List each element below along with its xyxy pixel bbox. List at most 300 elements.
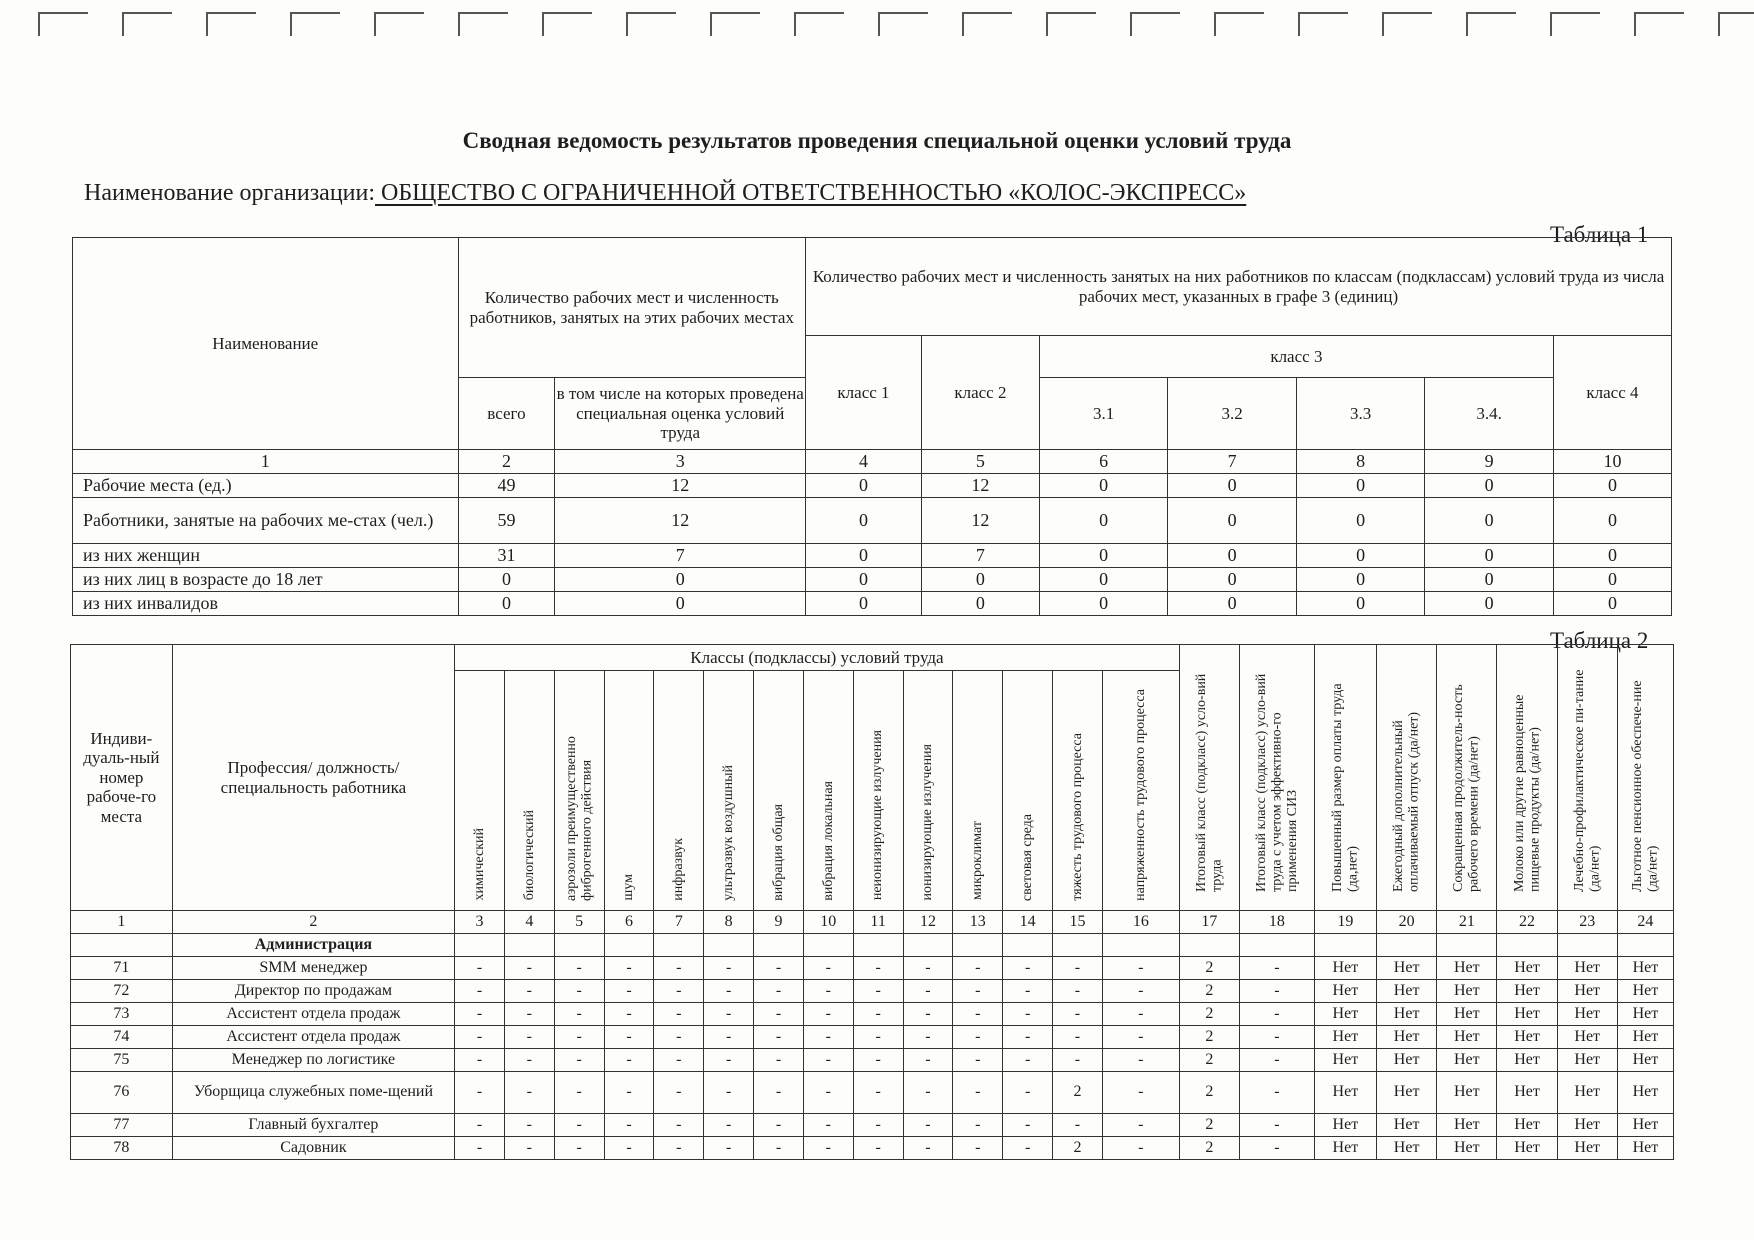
t2-cell: -	[754, 1026, 804, 1049]
t2-cell: Нет	[1437, 1003, 1497, 1026]
t2-header-factor	[853, 671, 903, 911]
t2-profession: SMM менеджер	[172, 957, 454, 980]
binding-mark	[1466, 12, 1516, 36]
t2-section-empty	[754, 934, 804, 957]
t2-header-factor	[1102, 671, 1179, 911]
t2-cell: Нет	[1617, 1049, 1673, 1072]
t2-cell: Нет	[1377, 1003, 1437, 1026]
t2-workplace-id: 73	[71, 1003, 173, 1026]
t2-cell: -	[504, 957, 554, 980]
t2-col-number: 10	[803, 911, 853, 934]
t2-cell: Нет	[1617, 957, 1673, 980]
t1-row	[73, 474, 1672, 498]
t2-cell: -	[853, 1072, 903, 1114]
organization-line	[84, 180, 1246, 207]
binding-mark	[206, 12, 256, 36]
t1-cell: 0	[806, 544, 922, 568]
t2-cell: -	[704, 957, 754, 980]
t2-cell: Нет	[1377, 1026, 1437, 1049]
t2-cell: -	[1053, 980, 1103, 1003]
t2-cell: -	[504, 1072, 554, 1114]
binding-mark	[626, 12, 676, 36]
t1-row-label: из них инвалидов	[73, 592, 459, 616]
t2-cell: -	[1102, 957, 1179, 980]
t2-cell: -	[604, 1137, 654, 1160]
t2-section-empty	[554, 934, 604, 957]
t1-header-class2: класс 2	[921, 336, 1039, 450]
t2-header-extra	[1377, 645, 1437, 911]
t2-cell: Нет	[1617, 1003, 1673, 1026]
t2-cell: Нет	[1617, 980, 1673, 1003]
t2-header-extra	[1240, 645, 1315, 911]
binding-mark	[458, 12, 508, 36]
t2-header-factor-label: шум	[621, 874, 637, 901]
t2-cell: Нет	[1437, 1137, 1497, 1160]
t2-cell: -	[903, 1026, 953, 1049]
t1-header-count-group: Количество рабочих мест и численность работников, занятых на этих рабочих местах	[458, 238, 806, 378]
t2-workplace-id: 72	[71, 980, 173, 1003]
t1-col-number: 9	[1425, 450, 1554, 474]
t1-cell: 0	[1168, 592, 1297, 616]
t1-col-number: 4	[806, 450, 922, 474]
t2-cell: -	[554, 1049, 604, 1072]
t1-cell: 12	[921, 474, 1039, 498]
t1-cell: 0	[1425, 474, 1554, 498]
t2-cell: -	[1240, 1049, 1315, 1072]
t2-cell: -	[504, 1049, 554, 1072]
t2-col-number: 13	[953, 911, 1003, 934]
t2-cell: Нет	[1437, 1026, 1497, 1049]
t2-cell: Нет	[1617, 1114, 1673, 1137]
t2-cell: -	[1102, 1072, 1179, 1114]
t2-header-extra-label: Льготное пенсионное обеспече-ние (да/нет)	[1630, 680, 1661, 893]
t2-cell: -	[704, 980, 754, 1003]
t2-cell: -	[853, 1003, 903, 1026]
t2-header-extra	[1497, 645, 1557, 911]
t2-cell: -	[1240, 1114, 1315, 1137]
t2-cell: -	[1053, 1114, 1103, 1137]
t2-header-factor-label: аэрозоли преимущественно фиброгенного действия	[563, 735, 595, 901]
t2-cell: Нет	[1437, 957, 1497, 980]
t2-cell: -	[554, 1137, 604, 1160]
t2-cell: -	[455, 1114, 505, 1137]
t2-header-factor	[903, 671, 953, 911]
t2-row	[71, 1114, 1674, 1137]
t2-col-number: 8	[704, 911, 754, 934]
t2-cell: Нет	[1497, 1072, 1557, 1114]
t2-row	[71, 1049, 1674, 1072]
t2-row	[71, 957, 1674, 980]
t1-col-number: 3	[555, 450, 806, 474]
t2-cell: -	[654, 1137, 704, 1160]
summary-table	[72, 237, 1672, 616]
t1-col-number: 10	[1553, 450, 1671, 474]
t1-col-number: 5	[921, 450, 1039, 474]
workplaces-table	[70, 644, 1674, 1160]
t1-cell: 7	[921, 544, 1039, 568]
t2-header-factor	[654, 671, 704, 911]
t1-row	[73, 498, 1672, 544]
t2-section-empty	[853, 934, 903, 957]
t2-cell: -	[1102, 1114, 1179, 1137]
t2-cell: -	[754, 1049, 804, 1072]
t1-cell: 0	[1296, 474, 1425, 498]
t2-header-extra-label: Повышенный размер оплаты труда (да,нет)	[1329, 683, 1361, 893]
binding-mark	[962, 12, 1012, 36]
t1-cell: 0	[1296, 544, 1425, 568]
t1-cell: 0	[1296, 568, 1425, 592]
t1-cell: 0	[1553, 544, 1671, 568]
binding-mark	[38, 12, 88, 36]
org-name: ОБЩЕСТВО С ОГРАНИЧЕННОЙ ОТВЕТСТВЕННОСТЬЮ «КОЛОС-ЭКСПРЕСС»	[375, 180, 1247, 206]
binding-mark	[1046, 12, 1096, 36]
t2-header-extra-label: Ежегодный дополнительный оплачиваемый отпуск (да/нет)	[1391, 712, 1422, 893]
t2-header-factor-label: ультразвук воздушный	[720, 764, 736, 901]
t2-cell: Нет	[1557, 1003, 1617, 1026]
t1-row	[73, 568, 1672, 592]
t2-row	[71, 1003, 1674, 1026]
binding-mark	[1382, 12, 1432, 36]
t2-cell: -	[903, 980, 953, 1003]
t2-cell: -	[504, 1137, 554, 1160]
t2-cell: Нет	[1377, 1137, 1437, 1160]
t2-header-factor-label: вибрация общая	[770, 803, 786, 901]
t2-cell: -	[1053, 1049, 1103, 1072]
t2-cell: -	[604, 1072, 654, 1114]
t2-cell: -	[455, 980, 505, 1003]
t2-cell: Нет	[1557, 1137, 1617, 1160]
t1-header-total: всего	[458, 378, 555, 450]
t2-col-number: 2	[172, 911, 454, 934]
t1-header-c34: 3.4.	[1425, 378, 1554, 450]
t2-cell: -	[903, 1072, 953, 1114]
t2-cell: -	[1102, 1049, 1179, 1072]
t2-cell: -	[1053, 1026, 1103, 1049]
t2-cell: -	[504, 1003, 554, 1026]
t2-profession: Уборщица служебных поме-щений	[172, 1072, 454, 1114]
t2-workplace-id: 77	[71, 1114, 173, 1137]
t2-header-factor-label: вибрация локальная	[820, 780, 836, 901]
binding-mark	[1550, 12, 1600, 36]
t1-cell: 0	[806, 568, 922, 592]
t2-cell: -	[903, 1003, 953, 1026]
t2-cell: -	[803, 1114, 853, 1137]
t2-section-empty	[1437, 934, 1497, 957]
t2-col-number: 5	[554, 911, 604, 934]
t2-cell: -	[1240, 1026, 1315, 1049]
t2-cell: -	[803, 980, 853, 1003]
t2-cell: Нет	[1497, 957, 1557, 980]
t2-cell: -	[953, 1137, 1003, 1160]
t2-cell: Нет	[1557, 957, 1617, 980]
t2-header-factor-label: неионизирующие излучения	[870, 730, 886, 901]
t2-row	[71, 1072, 1674, 1114]
t2-section-empty	[1179, 934, 1239, 957]
t2-profession: Директор по продажам	[172, 980, 454, 1003]
t2-cell: Нет	[1557, 1026, 1617, 1049]
t1-cell: 0	[1296, 498, 1425, 544]
t2-col-number: 3	[455, 911, 505, 934]
t2-header-factor-label: микроклимат	[970, 821, 986, 901]
t2-cell: -	[953, 957, 1003, 980]
t2-cell: -	[903, 1137, 953, 1160]
binding-strip	[0, 0, 1754, 46]
t2-profession: Садовник	[172, 1137, 454, 1160]
t2-cell: -	[1053, 957, 1103, 980]
t2-cell: -	[1003, 1072, 1053, 1114]
t1-row	[73, 544, 1672, 568]
t2-row	[71, 1026, 1674, 1049]
t2-header-extra-label: Итоговый класс (подкласс) усло-вий труда	[1194, 673, 1225, 893]
t2-section-empty	[504, 934, 554, 957]
t2-cell: -	[754, 1137, 804, 1160]
t1-col-number: 1	[73, 450, 459, 474]
t2-section-empty	[1377, 934, 1437, 957]
t2-cell: -	[1102, 1003, 1179, 1026]
t2-cell: -	[803, 1072, 853, 1114]
t2-cell: Нет	[1497, 980, 1557, 1003]
t2-cell: Нет	[1437, 1114, 1497, 1137]
t2-cell: -	[604, 1049, 654, 1072]
t1-cell: 0	[1039, 474, 1168, 498]
t2-cell: -	[654, 980, 704, 1003]
t1-cell: 0	[1168, 544, 1297, 568]
t2-section-empty	[1053, 934, 1103, 957]
t2-cell: -	[654, 1114, 704, 1137]
t2-cell: -	[754, 1003, 804, 1026]
t2-cell: Нет	[1377, 1114, 1437, 1137]
t2-cell: -	[654, 957, 704, 980]
t2-col-number: 1	[71, 911, 173, 934]
t2-section-empty	[604, 934, 654, 957]
t1-cell: 0	[1039, 544, 1168, 568]
t2-cell: -	[853, 980, 903, 1003]
t1-col-number: 6	[1039, 450, 1168, 474]
t2-header-extra-label: Молоко или другие равноценные пищевые продукты (да/нет)	[1511, 694, 1543, 893]
t2-cell: -	[455, 1003, 505, 1026]
t2-section-empty	[455, 934, 505, 957]
t2-header-factor-label: химический	[471, 828, 487, 901]
t2-cell: -	[853, 1026, 903, 1049]
t2-cell: -	[554, 980, 604, 1003]
t2-col-number: 18	[1240, 911, 1315, 934]
t2-cell: -	[953, 980, 1003, 1003]
t2-cell: -	[554, 957, 604, 980]
t2-cell: -	[654, 1003, 704, 1026]
t2-header-factor	[704, 671, 754, 911]
t2-cell: -	[1003, 1114, 1053, 1137]
t2-header-factor-label: инфразвук	[671, 837, 687, 901]
t1-cell: 0	[921, 592, 1039, 616]
t2-cell: -	[754, 957, 804, 980]
t2-profession: Ассистент отдела продаж	[172, 1026, 454, 1049]
t2-cell: 2	[1179, 1003, 1239, 1026]
t2-cell: -	[554, 1003, 604, 1026]
t2-cell: Нет	[1557, 980, 1617, 1003]
table1-caption: Таблица 1	[1550, 222, 1649, 247]
t2-cell: -	[1240, 1137, 1315, 1160]
t2-cell: -	[554, 1114, 604, 1137]
t1-cell: 0	[1553, 568, 1671, 592]
t1-cell: 0	[458, 592, 555, 616]
t1-cell: 0	[806, 498, 922, 544]
binding-mark	[794, 12, 844, 36]
t2-section-label: Администрация	[172, 934, 454, 957]
t1-header-classes-group: Количество рабочих мест и численность занятых на них работников по классам (подклассам) условий труда из числа рабочих мест, указанных в графе 3 (единиц)	[806, 238, 1672, 336]
t1-cell: 12	[921, 498, 1039, 544]
t2-cell: -	[953, 1026, 1003, 1049]
t2-header-factor-label: ионизирующие излучения	[920, 744, 936, 901]
t2-cell: Нет	[1314, 1114, 1376, 1137]
t2-workplace-id: 76	[71, 1072, 173, 1114]
t1-cell: 0	[1296, 592, 1425, 616]
t2-cell: Нет	[1617, 1026, 1673, 1049]
t2-cell: -	[903, 957, 953, 980]
t2-section-empty	[803, 934, 853, 957]
t2-col-number: 16	[1102, 911, 1179, 934]
t2-header-factor-label: световая среда	[1019, 813, 1035, 901]
t2-cell: Нет	[1557, 1072, 1617, 1114]
t2-section-empty	[1497, 934, 1557, 957]
t2-cell: -	[654, 1026, 704, 1049]
t2-cell: -	[604, 980, 654, 1003]
t2-header-extra	[1557, 645, 1617, 911]
t2-section-empty	[1240, 934, 1315, 957]
t2-section-empty	[1557, 934, 1617, 957]
t1-cell: 12	[555, 474, 806, 498]
t1-col-number: 7	[1168, 450, 1297, 474]
t2-cell: -	[1003, 1026, 1053, 1049]
t1-cell: 0	[555, 568, 806, 592]
t2-header-factor	[554, 671, 604, 911]
t2-cell: Нет	[1314, 980, 1376, 1003]
t1-cell: 31	[458, 544, 555, 568]
t2-section-empty	[903, 934, 953, 957]
t2-section-empty	[953, 934, 1003, 957]
t2-cell: 2	[1179, 1072, 1239, 1114]
t2-section-empty	[71, 934, 173, 957]
t2-header-classes-group: Классы (подклассы) условий труда	[455, 645, 1180, 671]
t1-col-number: 8	[1296, 450, 1425, 474]
t2-profession: Менеджер по логистике	[172, 1049, 454, 1072]
org-label: Наименование организации:	[84, 180, 376, 206]
t2-cell: -	[704, 1114, 754, 1137]
t2-workplace-id: 78	[71, 1137, 173, 1160]
t2-cell: -	[1240, 1072, 1315, 1114]
t2-cell: Нет	[1497, 1137, 1557, 1160]
t2-cell: -	[853, 1049, 903, 1072]
binding-mark	[878, 12, 928, 36]
t2-cell: -	[1240, 1003, 1315, 1026]
t2-header-factor	[953, 671, 1003, 911]
binding-mark	[290, 12, 340, 36]
t2-cell: -	[903, 1049, 953, 1072]
t2-cell: -	[704, 1072, 754, 1114]
t2-cell: -	[554, 1072, 604, 1114]
t1-header-class1: класс 1	[806, 336, 922, 450]
t2-section-empty	[1102, 934, 1179, 957]
t1-row-label: Рабочие места (ед.)	[73, 474, 459, 498]
t2-cell: -	[604, 1003, 654, 1026]
t2-section-empty	[1617, 934, 1673, 957]
t2-col-number: 11	[853, 911, 903, 934]
t1-cell: 0	[1553, 592, 1671, 616]
t2-cell: -	[704, 1137, 754, 1160]
t2-header-id: Индиви-дуаль-ный номер рабоче-го места	[71, 645, 173, 911]
t1-cell: 0	[1425, 544, 1554, 568]
t2-cell: -	[953, 1003, 1003, 1026]
t1-cell: 59	[458, 498, 555, 544]
t2-cell: -	[754, 1114, 804, 1137]
t2-row	[71, 1137, 1674, 1160]
binding-mark	[1298, 12, 1348, 36]
t2-cell: -	[455, 1137, 505, 1160]
t2-cell: -	[853, 1137, 903, 1160]
t2-header-extra	[1179, 645, 1239, 911]
t1-cell: 0	[806, 474, 922, 498]
t2-cell: 2	[1179, 1137, 1239, 1160]
t2-cell: -	[455, 1072, 505, 1114]
t1-cell: 0	[921, 568, 1039, 592]
t1-row-label: Работники, занятые на рабочих ме-стах (чел.)	[73, 498, 459, 544]
t2-cell: -	[504, 1114, 554, 1137]
t2-col-number: 23	[1557, 911, 1617, 934]
t1-row-label: из них лиц в возрасте до 18 лет	[73, 568, 459, 592]
t2-cell: -	[704, 1049, 754, 1072]
t2-cell: -	[1003, 1003, 1053, 1026]
t2-col-number: 22	[1497, 911, 1557, 934]
t2-col-number: 24	[1617, 911, 1673, 934]
t2-cell: Нет	[1497, 1049, 1557, 1072]
t2-cell: Нет	[1314, 1003, 1376, 1026]
t2-cell: Нет	[1617, 1072, 1673, 1114]
t2-cell: -	[1003, 980, 1053, 1003]
t1-cell: 0	[1168, 474, 1297, 498]
t1-cell: 0	[1553, 498, 1671, 544]
t1-header-class3: класс 3	[1039, 336, 1553, 378]
t1-cell: 0	[1168, 568, 1297, 592]
binding-mark	[542, 12, 592, 36]
t2-section-empty	[1314, 934, 1376, 957]
t2-cell: -	[504, 980, 554, 1003]
t2-workplace-id: 71	[71, 957, 173, 980]
t2-cell: Нет	[1377, 980, 1437, 1003]
binding-mark	[122, 12, 172, 36]
t2-header-factor-label: напряженность трудового процесса	[1133, 688, 1149, 901]
binding-mark	[1130, 12, 1180, 36]
t2-cell: 2	[1053, 1137, 1103, 1160]
t2-cell: -	[455, 957, 505, 980]
t2-cell: Нет	[1437, 980, 1497, 1003]
t1-cell: 12	[555, 498, 806, 544]
t2-section-empty	[1003, 934, 1053, 957]
t2-cell: -	[1102, 980, 1179, 1003]
t2-cell: Нет	[1557, 1049, 1617, 1072]
t2-cell: -	[803, 1026, 853, 1049]
t1-cell: 0	[555, 592, 806, 616]
t2-cell: -	[1003, 957, 1053, 980]
t1-header-class4: класс 4	[1553, 336, 1671, 450]
t2-cell: -	[1003, 1049, 1053, 1072]
t1-header-c31: 3.1	[1039, 378, 1168, 450]
t2-cell: Нет	[1497, 1114, 1557, 1137]
page-title: Сводная ведомость результатов проведения специальной оценки условий труда	[462, 128, 1292, 153]
t2-header-factor	[604, 671, 654, 911]
t2-cell: -	[554, 1026, 604, 1049]
t2-col-number: 20	[1377, 911, 1437, 934]
t2-cell: 2	[1179, 980, 1239, 1003]
t2-cell: 2	[1179, 1026, 1239, 1049]
